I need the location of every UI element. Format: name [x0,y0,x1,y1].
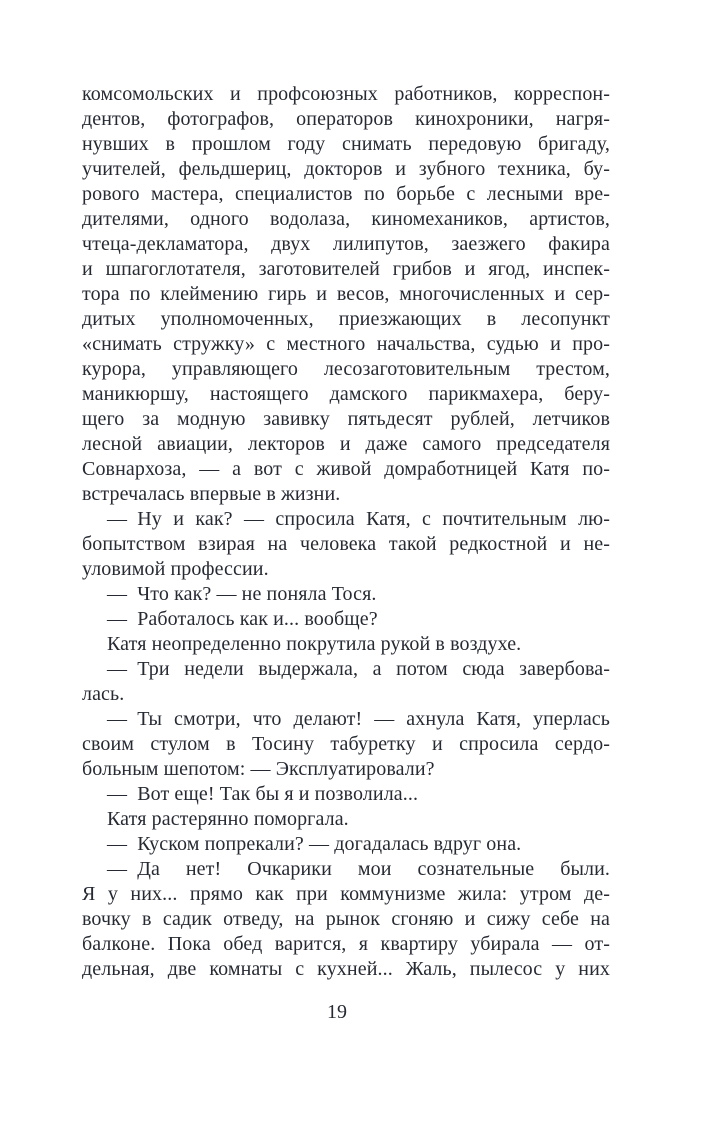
text-line: и шпагоглотателя, заготовителей грибов и ягод, инспек- [82,258,610,280]
text-line: — Куском попрекали? — догадалась вдруг она. [107,833,522,855]
text-line: учителей, фельдшериц, докторов и зубного техника, бу- [82,158,610,180]
text-line: — Ты смотри, что делают! — ахнула Катя, уперлась [107,708,610,730]
text-line: дителями, одного водолаза, киномехаников, артистов, [82,208,610,230]
text-line: — Три недели выдержала, а потом сюда завербова- [107,658,610,680]
text-line: вочку в садик отведу, на рынок сгоняю и сижу себе на [82,908,610,930]
text-line: — Да нет! Очкарики мои сознательные были. [107,858,610,880]
text-line: лась. [82,683,125,705]
text-line: щего за модную завивку пятьдесят рублей, летчиков [82,408,610,430]
text-line: Я у них... прямо как при коммунизме жила: утром де- [82,883,610,905]
text-line: своим стулом в Тосину табуретку и спросила сердо- [82,733,610,755]
page-number: 19 [327,1001,347,1023]
text-line: нувших в прошлом году снимать передовую бригаду, [82,133,610,155]
text-line: Катя неопределенно покрутила рукой в воздухе. [107,633,522,655]
text-line: встречалась впервые в жизни. [82,483,341,505]
text-line: «снимать стружку» с местного начальства, судью и про- [82,333,610,355]
text-line: дитых уполномоченных, приезжающих в лесопункт [82,308,610,330]
page-text [82,82,610,982]
text-line: лесной авиации, лекторов и даже самого председателя [82,433,610,455]
text-line: Совнархоза, — а вот с живой домработницей Катя по- [82,458,610,480]
text-line: рового мастера, специалистов по борьбе с лесными вре- [82,183,610,205]
text-line: курора, управляющего лесозаготовительным трестом, [82,358,610,380]
text-line: больным шепотом: — Эксплуатировали? [82,758,435,780]
text-line: комсомольских и профсоюзных работников, корреспон- [82,83,610,105]
text-line: тора по клеймению гирь и весов, многочисленных и сер- [82,283,610,305]
text-line: чтеца-декламатора, двух лилипутов, заезжего факира [82,233,610,255]
text-line: балконе. Пока обед варится, я квартиру убирала — от- [82,933,610,955]
text-line: — Вот еще! Так бы я и позволила... [107,783,419,805]
text-line: уловимой профессии. [82,558,269,580]
text-line: бопытством взирая на человека такой редкостной и не- [82,533,610,555]
text-line: дельная, две комнаты с кухней... Жаль, пылесос у них [82,958,610,980]
text-line: дентов, фотографов, операторов кинохроники, нагря- [82,108,610,130]
text-line: маникюршу, настоящего дамского парикмахера, беру- [82,383,610,405]
text-line: — Что как? — не поняла Тося. [107,583,377,605]
text-line: — Ну и как? — спросила Катя, с почтительным лю- [107,508,610,530]
text-line: Катя растерянно поморгала. [107,808,349,830]
text-line: — Работалось как и... вообще? [107,608,378,630]
